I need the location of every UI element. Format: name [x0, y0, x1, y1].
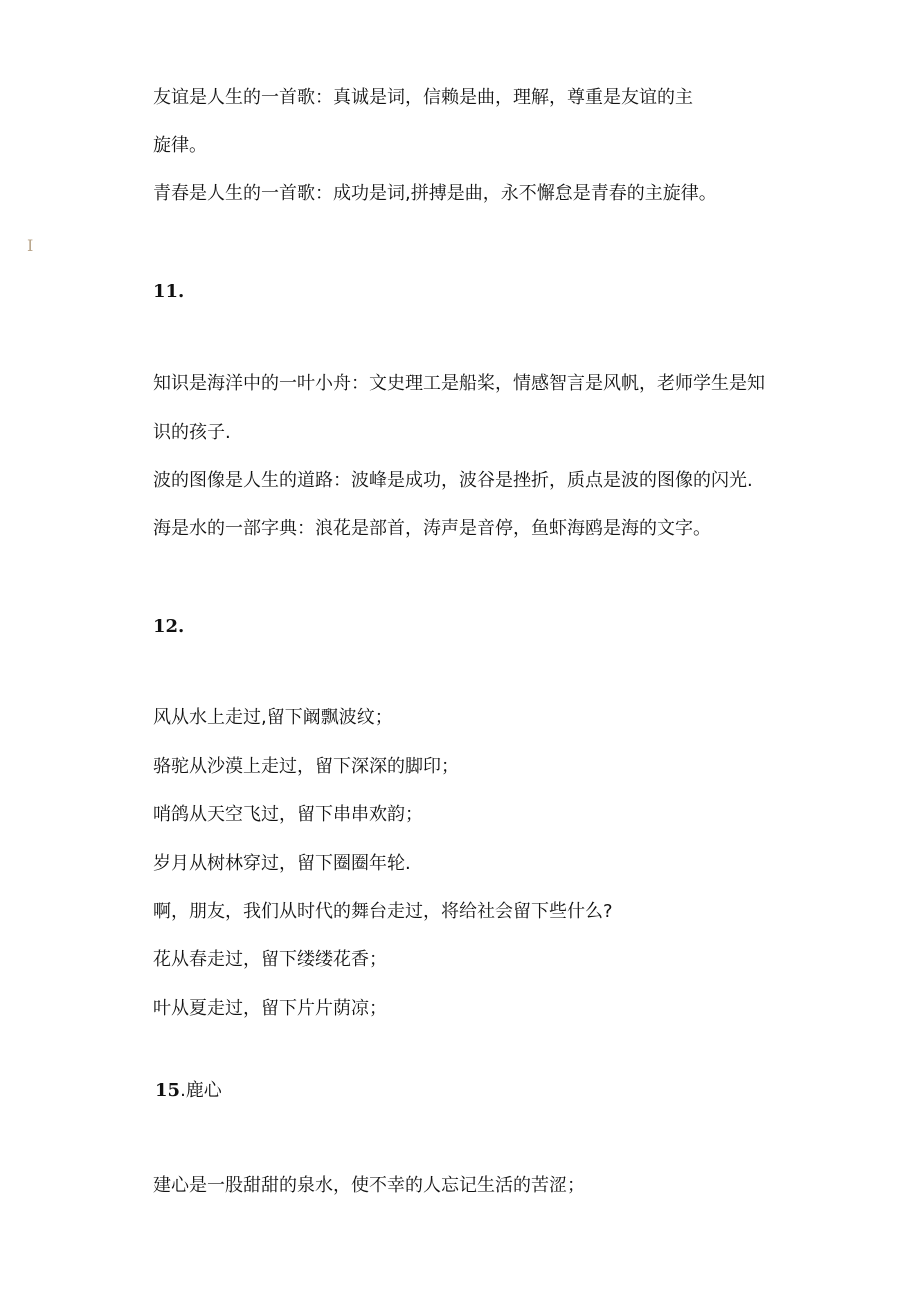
section-title: .鹿心 — [180, 1080, 222, 1101]
text-cursor-mark: I — [27, 236, 34, 255]
paragraph-line: 海是水的一部字典：浪花是部首，涛声是音停，鱼虾海鸥是海的文字。 — [153, 518, 711, 539]
paragraph-line: 青春是人生的一首歌：成功是词,拼搏是曲，永不懈怠是青春的主旋律。 — [153, 183, 717, 204]
paragraph-line: 岁月从树林穿过，留下圈圈年轮. — [153, 853, 411, 874]
section-heading — [155, 1078, 222, 1104]
section-number: 11. — [153, 281, 185, 302]
paragraph-line: 花从春走过，留下缕缕花香； — [153, 949, 387, 970]
paragraph-line: 啊，朋友，我们从时代的舞台走过，将给社会留下些什么? — [153, 901, 613, 922]
paragraph-line: 友谊是人生的一首歌：真诚是词，信赖是曲，理解，尊重是友谊的主 — [153, 87, 693, 108]
paragraph-line: 波的图像是人生的道路：波峰是成功，波谷是挫折，质点是波的图像的闪光. — [153, 470, 753, 491]
section-number: 15 — [155, 1080, 181, 1101]
paragraph-line: 知识是海洋中的一叶小舟：文史理工是船桨，情感智言是风帆，老师学生是知 — [153, 373, 765, 394]
paragraph-line: 骆驼从沙漠上走过，留下深深的脚印； — [153, 756, 459, 777]
paragraph-line: 叶从夏走过，留下片片荫凉； — [153, 998, 387, 1019]
paragraph-line: 风从水上走过,留下阚飘波纹； — [153, 707, 393, 728]
paragraph-line: 旋律。 — [153, 135, 207, 156]
paragraph-line: 识的孩子. — [153, 422, 231, 443]
section-number: 12. — [153, 616, 185, 637]
paragraph-line: 建心是一股甜甜的泉水，使不幸的人忘记生活的苦涩； — [153, 1175, 585, 1196]
paragraph-line: 哨鸽从天空飞过，留下串串欢韵； — [153, 804, 423, 825]
